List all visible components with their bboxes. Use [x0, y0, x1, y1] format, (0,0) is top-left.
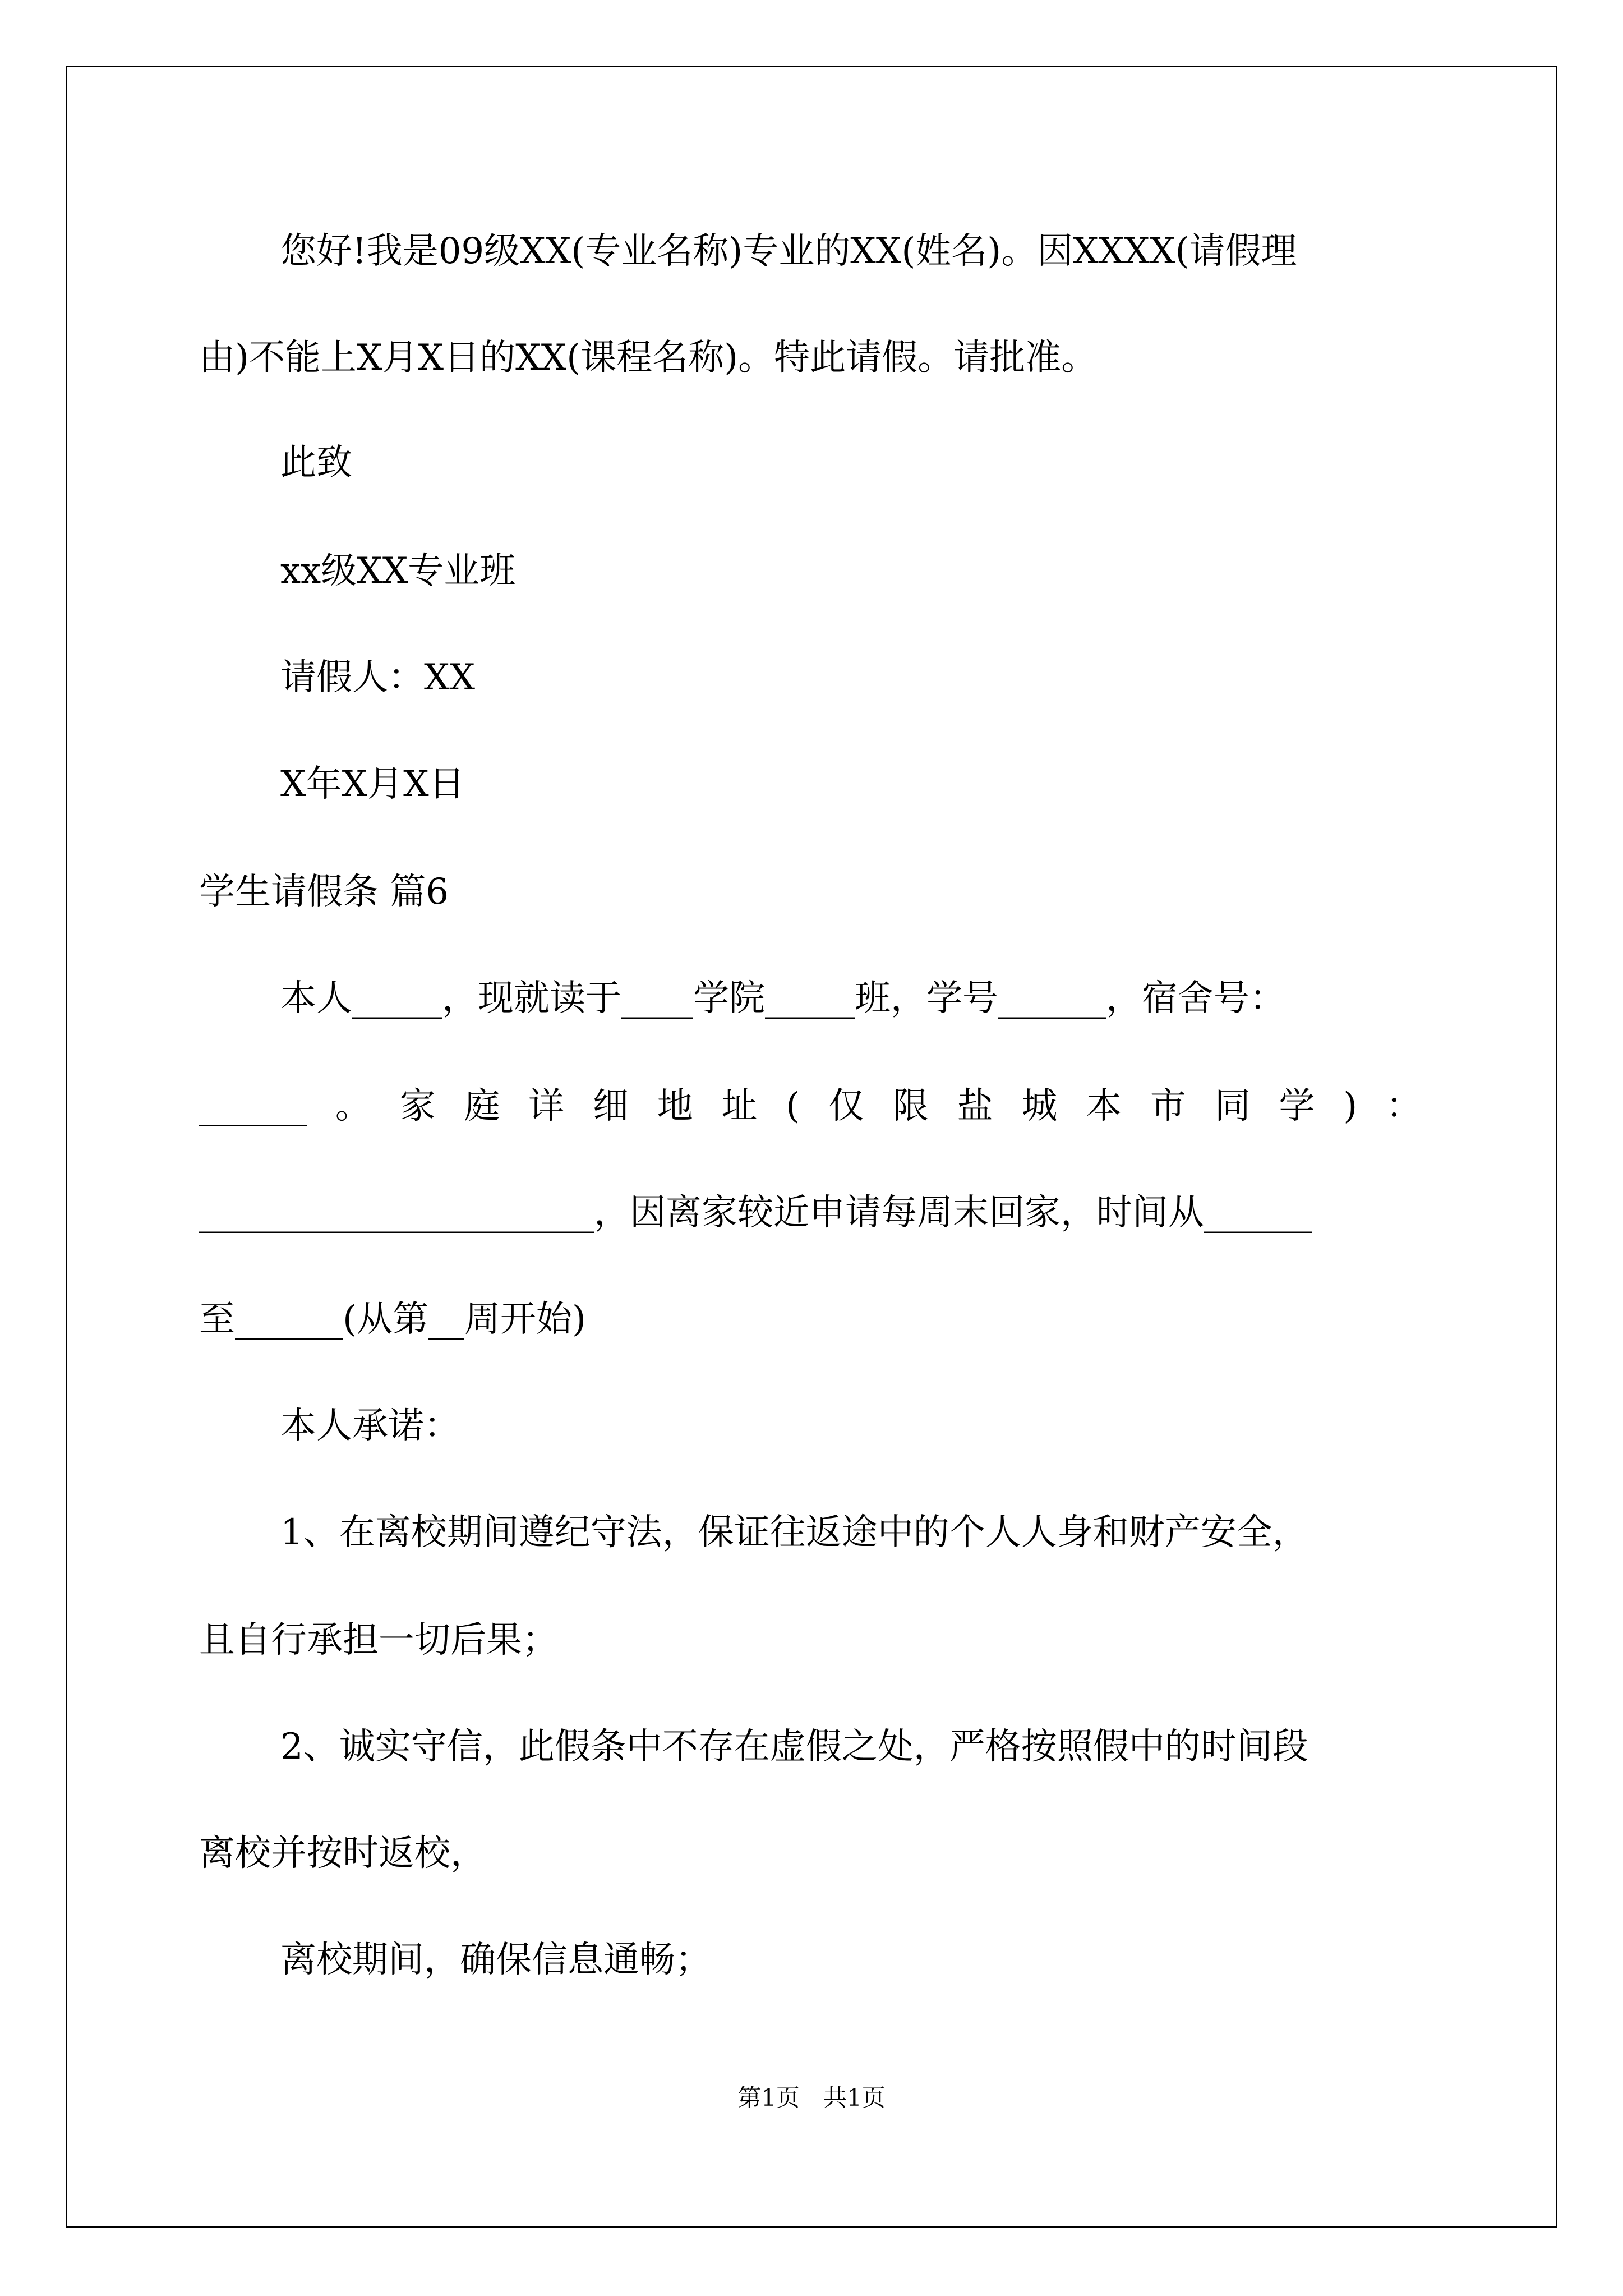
page-number: 第1页 共1页	[737, 2084, 886, 2111]
paragraph-line: ______________________，因离家较近申请每周末回家，时间从______	[199, 1192, 1312, 1234]
page-border	[66, 66, 1557, 2228]
address-char: 地	[657, 1085, 693, 1127]
promise-item: 2、诚实守信，此假条中不存在虚假之处，严格按照假中的时间段	[280, 1726, 1308, 1768]
address-char: 庭	[464, 1085, 500, 1127]
section-title: 学生请假条 篇6	[199, 871, 449, 913]
blank-field: ______	[199, 1085, 307, 1127]
salutation: 此致	[280, 442, 352, 484]
address-char: 城	[1021, 1085, 1058, 1127]
address-char: 址	[721, 1085, 758, 1127]
address-char: 限	[892, 1085, 929, 1127]
paragraph-line: 本人_____，现就读于____学院_____班，学号______，宿舍号：	[280, 978, 1285, 1019]
address-char: 仅	[828, 1085, 864, 1127]
paragraph-line: 您好!我是09级XX(专业名称)专业的XX(姓名)。因XXXX(请假理	[280, 231, 1297, 272]
date-line: X年X月X日	[280, 763, 465, 805]
address-char: 市	[1150, 1085, 1186, 1127]
address-char: 家	[399, 1085, 436, 1127]
address-char: 学	[1279, 1085, 1315, 1127]
class-line: xx级XX专业班	[280, 550, 516, 592]
promise-heading: 本人承诺：	[280, 1405, 460, 1447]
address-char: (	[786, 1085, 800, 1127]
address-char: 。	[335, 1085, 371, 1127]
promise-item-continued: 离校并按时返校，	[199, 1833, 486, 1874]
address-line	[199, 1084, 1422, 1129]
paragraph-line: 离校期间，确保信息通畅；	[280, 1939, 711, 1981]
address-char: 同	[1214, 1085, 1251, 1127]
paragraph-line: 至______(从第__周开始)	[199, 1299, 586, 1340]
applicant-line: 请假人：XX	[280, 657, 476, 698]
promise-item-continued: 且自行承担一切后果；	[199, 1619, 558, 1661]
promise-item: 1、在离校期间遵纪守法，保证往返途中的个人人身和财产安全，	[280, 1512, 1308, 1553]
address-char: 盐	[957, 1085, 993, 1127]
address-char: 本	[1086, 1085, 1122, 1127]
address-char: ：	[1386, 1085, 1422, 1127]
address-char: 细	[592, 1085, 629, 1127]
address-char: 详	[528, 1085, 565, 1127]
address-char: )	[1343, 1085, 1358, 1127]
paragraph-line: 由)不能上X月X日的XX(课程名称)。特此请假。请批准。	[199, 337, 1098, 379]
